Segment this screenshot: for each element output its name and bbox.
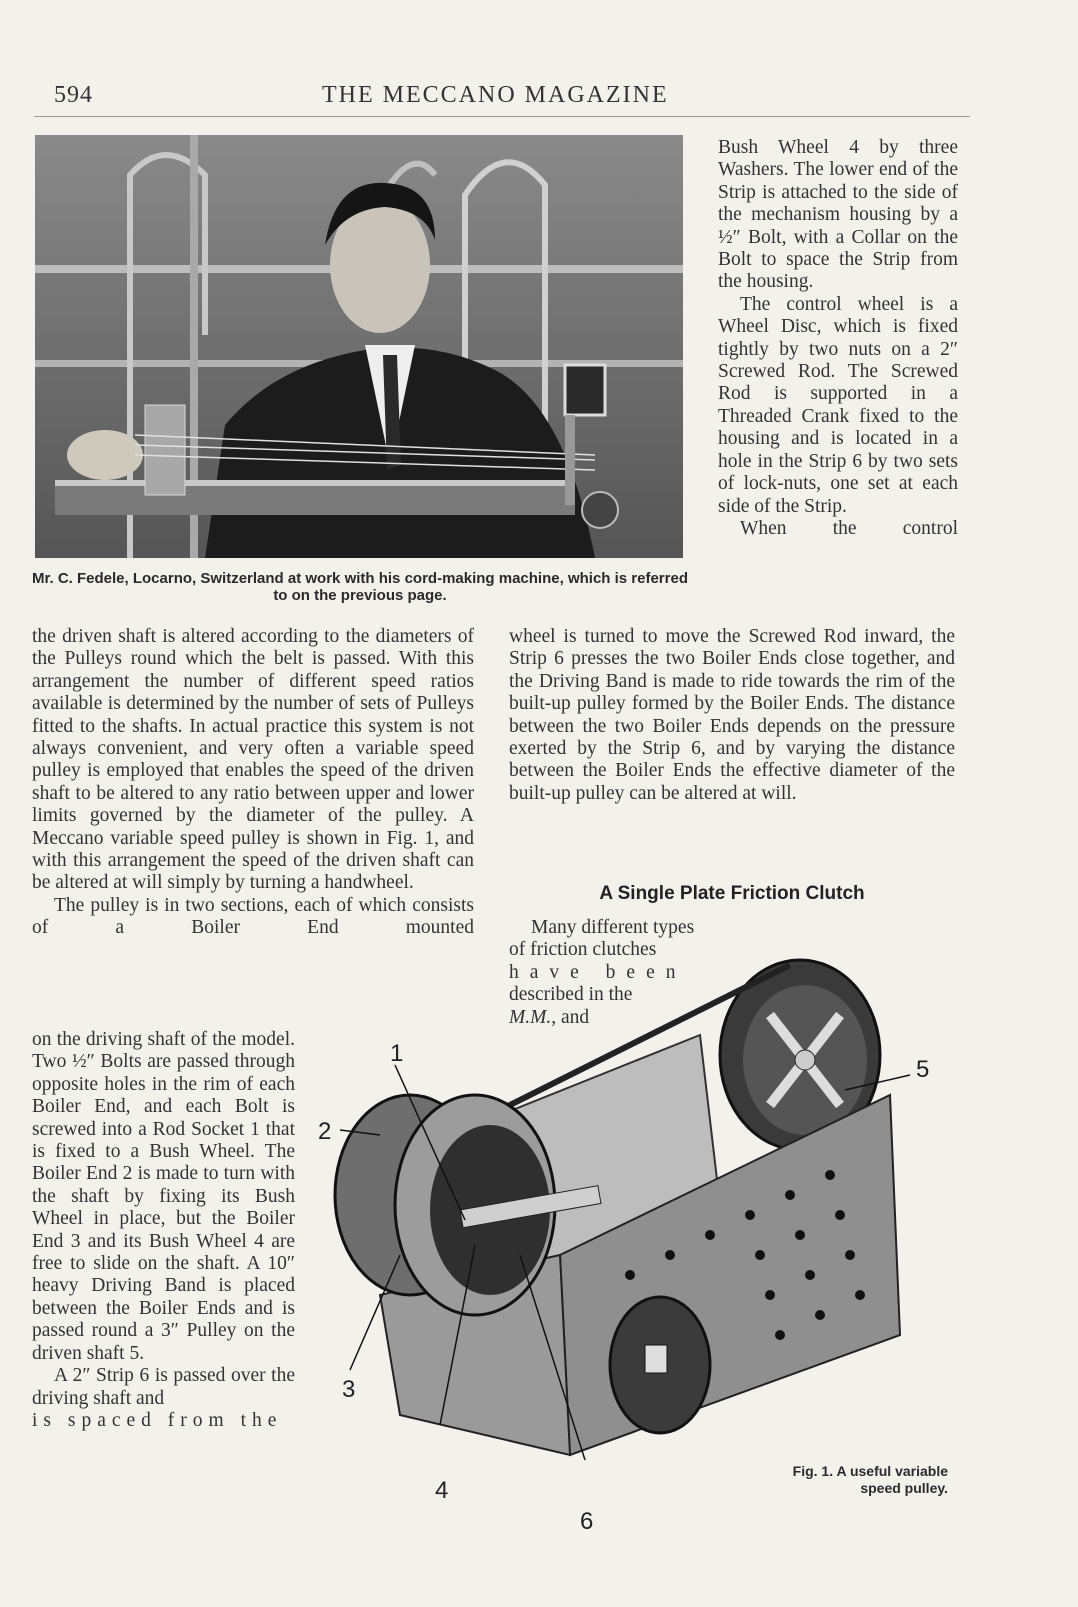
paragraph: The pulley is in two sections, each of which consists of a Boiler End mounted — [32, 894, 474, 939]
header-divider — [34, 116, 970, 117]
text-line: of friction clutches — [509, 939, 657, 961]
right-top-column — [718, 137, 958, 540]
callout-4: 4 — [435, 1477, 449, 1504]
photo-caption: Mr. C. Fedele, Locarno, Switzerland at work with his cord-making machine, which is referred to on the previous page. — [32, 570, 688, 604]
figure-caption: Fig. 1. A useful variable speed pulley. — [792, 1463, 948, 1496]
paragraph: wheel is turned to move the Screwed Rod inward, the Strip 6 presses the two Boiler Ends close together, and the Driving Band is made to ride towards the rim of the built-up pulley formed by the Boiler Ends. The distance between the two Boiler Ends depends on the pressure exerted by the Strip 6, and by varying the distance between the Boiler Ends the effective diameter of the built-up pulley can be altered at will. — [509, 626, 955, 804]
paragraph: the driven shaft is altered according to the diameters of the Pulleys round which the belt is passed. With this arrangement the number of different speed ratios available is determined by the number of sets of Pulleys fitted to the shafts. In actual practice this system is not always convenient, and very often a variable speed pulley is employed that enables the speed of the driven shaft to be altered to any ratio between upper and lower limits governed by the diameter of the pulley. A Meccano variable speed pulley is shown in Fig. 1, and with this arrangement the speed of the driven shaft can be altered at will simply by turning a handwheel. — [32, 626, 474, 894]
left-narrow-column — [32, 1029, 295, 1432]
paragraph: When the control — [740, 517, 958, 539]
callout-6: 6 — [580, 1508, 594, 1535]
callout-1: 1 — [390, 1040, 404, 1067]
callout-5: 5 — [916, 1056, 930, 1083]
page-number: 594 — [54, 82, 93, 108]
left-main-column — [32, 626, 474, 940]
magazine-title: THE MECCANO MAGAZINE — [322, 82, 669, 108]
section-heading: A Single Plate Friction Clutch — [599, 883, 865, 904]
variable-speed-pulley-figure — [300, 955, 990, 1515]
callout-3: 3 — [342, 1376, 356, 1403]
text-line: have been — [509, 961, 687, 983]
right-middle-column — [509, 626, 955, 805]
photograph-man-at-cord-machine — [35, 135, 683, 558]
text-line: Many different types — [531, 917, 695, 938]
paragraph: is spaced from the — [32, 1409, 283, 1431]
paragraph: A 2″ Strip 6 is passed over the driving shaft and — [32, 1365, 295, 1409]
magazine-abbreviation: M.M. — [509, 1006, 552, 1028]
callout-2: 2 — [318, 1118, 332, 1145]
text-fragment: , and — [551, 1006, 590, 1028]
paragraph: Bush Wheel 4 by three Washers. The lower end of the Strip is attached to the side of the mechanism housing by a ½″ Bolt, with a Collar on the Bolt to space the Strip from the housing. — [718, 137, 958, 293]
paragraph: on the driving shaft of the model. Two ½″ Bolts are passed through opposite holes in the rim of each Boiler End, and each Bolt is screwed into a Rod Socket 1 that is fixed to a Bush Wheel. The Boiler End 2 is made to turn with the shaft by fixing its Bush Wheel in place, but the Boiler End 3 and its Bush Wheel 4 are free to slide on the shaft. A 10″ heavy Driving Band is placed between the Boiler Ends and is passed round a 3″ Pulley on the driven shaft 5. — [32, 1029, 295, 1364]
text-line: described in the — [509, 984, 633, 1006]
paragraph: The control wheel is a Wheel Disc, which is fixed tightly by two nuts on a 2″ Screwed Rod. The Screwed Rod is supported in a Threaded Crank fixed to the housing and is located in a hole in the Strip 6 by two sets of lock-nuts, one set at each side of the Strip. — [718, 293, 958, 517]
